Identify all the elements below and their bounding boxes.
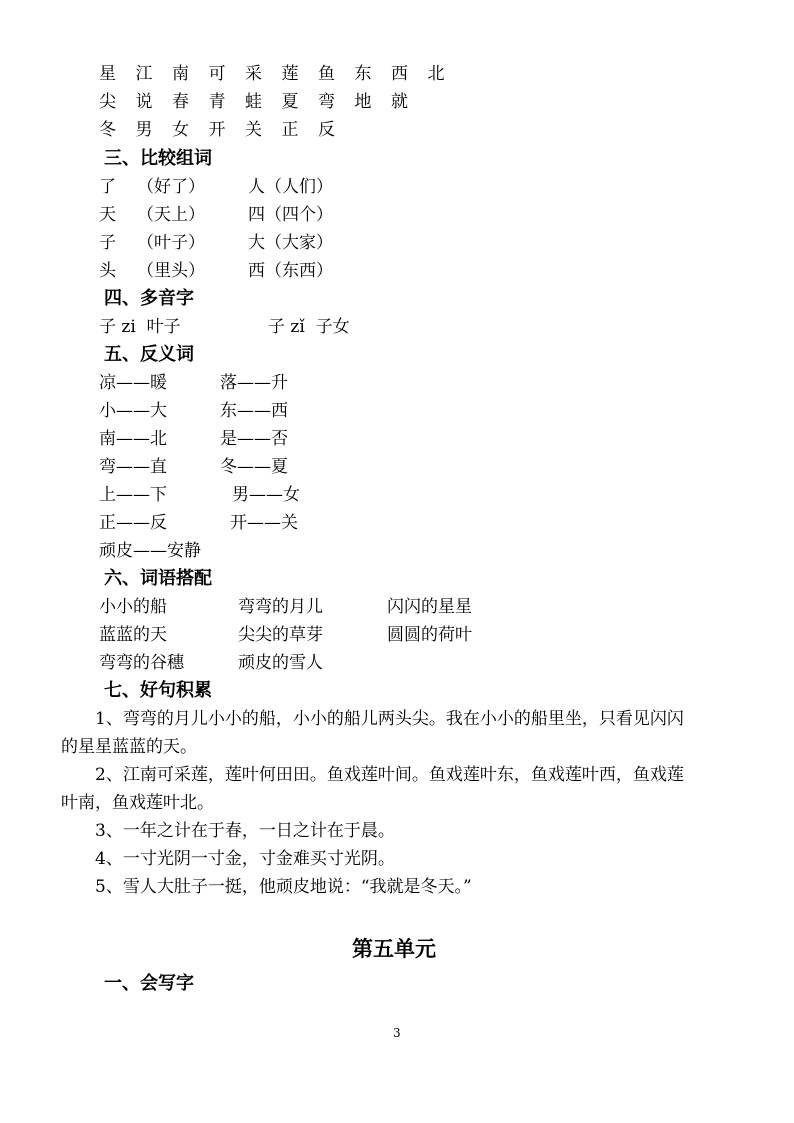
compare-example: 西（东西）: [248, 261, 333, 281]
sentence-2-cont: 叶南，鱼戏莲叶北。: [61, 793, 214, 813]
section-4-heading: 四、多音字: [104, 288, 194, 309]
word-match: 弯弯的谷穗: [99, 653, 184, 673]
section-6-heading: 六、词语搭配: [104, 568, 212, 589]
antonym-pair: 弯——直: [99, 457, 167, 477]
sentence-1-cont: 的星星蓝蓝的天。: [61, 737, 197, 757]
word-match: 圆圆的荷叶: [387, 625, 472, 645]
antonym-pair: 小——大: [99, 401, 167, 421]
char: 反: [318, 120, 335, 140]
char-row-3: [99, 122, 355, 139]
section-7-heading: 七、好句积累: [104, 680, 212, 701]
page-number: 3: [393, 1026, 401, 1040]
char: 夏: [281, 92, 299, 112]
char: 江: [135, 64, 153, 84]
compare-word: 头: [99, 261, 116, 281]
char: 星: [99, 64, 116, 84]
antonym-pair: 开——关: [230, 513, 298, 533]
compare-example: （天上）: [137, 205, 205, 225]
sentence-3: 3、一年之计在于春，一日之计在于晨。: [95, 821, 395, 841]
char: 女: [172, 120, 189, 140]
char: 东: [354, 64, 372, 84]
antonym-pair: 南——北: [99, 429, 167, 449]
compare-example: （里头）: [137, 261, 205, 281]
antonym-pair: 正——反: [99, 513, 167, 533]
char: 正: [281, 120, 299, 140]
char: 采: [245, 64, 262, 84]
antonym-pair: 男——女: [232, 485, 300, 505]
char-row-1: [99, 66, 464, 83]
char: 西: [391, 64, 408, 84]
word-match: 尖尖的草芽: [238, 625, 323, 645]
char: 男: [135, 120, 153, 140]
antonym-pair: 冬——夏: [220, 457, 288, 477]
compare-word: 天: [99, 205, 116, 225]
char: 可: [208, 64, 226, 84]
sentence-4: 4、一寸光阴一寸金，寸金难买寸光阴。: [95, 849, 395, 869]
char: 关: [245, 120, 262, 140]
char: 地: [354, 92, 372, 112]
word-match: 闪闪的星星: [387, 597, 472, 617]
antonym-pair: 是——否: [220, 429, 288, 449]
char: 鱼: [318, 64, 335, 84]
char: 莲: [281, 64, 299, 84]
compare-example: （好了）: [137, 177, 205, 197]
char: 南: [172, 64, 189, 84]
antonym-pair: 上——下: [99, 485, 167, 505]
antonym-pair: 顽皮——安静: [99, 541, 201, 561]
unit-subheading: 一、会写字: [104, 973, 194, 994]
sentence-1: 1、弯弯的月儿小小的船，小小的船儿两头尖。我在小小的船里坐，只看见闪闪: [95, 709, 684, 729]
antonym-pair: 落——升: [220, 373, 288, 393]
word-match: 蓝蓝的天: [99, 625, 167, 645]
char-row-2: [99, 94, 428, 111]
char: 弯: [318, 92, 335, 112]
sentence-2: 2、江南可采莲，莲叶何田田。鱼戏莲叶间。鱼戏莲叶东，鱼戏莲叶西，鱼戏莲: [95, 765, 684, 785]
compare-word: 了: [99, 177, 116, 197]
antonym-pair: 凉——暖: [99, 373, 167, 393]
char: 春: [172, 92, 189, 112]
sentence-5: 5、雪人大肚子一挺，他顽皮地说：“我就是冬天。”: [95, 877, 472, 897]
antonym-pair: 东——西: [220, 401, 288, 421]
compare-example: 大（大家）: [248, 233, 333, 253]
char: 尖: [99, 92, 116, 112]
compare-example: 人（人们）: [248, 177, 333, 197]
compare-example: （叶子）: [137, 233, 205, 253]
compare-example: 四（四个）: [248, 205, 333, 225]
unit-title: 第五单元: [352, 937, 436, 961]
compare-word: 子: [99, 233, 116, 253]
word-match: 弯弯的月儿: [238, 597, 323, 617]
char: 就: [391, 92, 408, 112]
polyphone-right: 子 zǐ 子女: [268, 317, 350, 337]
char: 冬: [99, 120, 116, 140]
char: 说: [135, 92, 153, 112]
polyphone-left: 子 zi 叶子: [99, 317, 181, 337]
char: 开: [208, 120, 226, 140]
section-5-heading: 五、反义词: [104, 344, 194, 365]
word-match: 顽皮的雪人: [238, 653, 323, 673]
char: 蛙: [245, 92, 262, 112]
section-3-heading: 三、比较组词: [104, 148, 212, 169]
word-match: 小小的船: [99, 597, 167, 617]
char: 北: [427, 64, 445, 84]
char: 青: [208, 92, 226, 112]
